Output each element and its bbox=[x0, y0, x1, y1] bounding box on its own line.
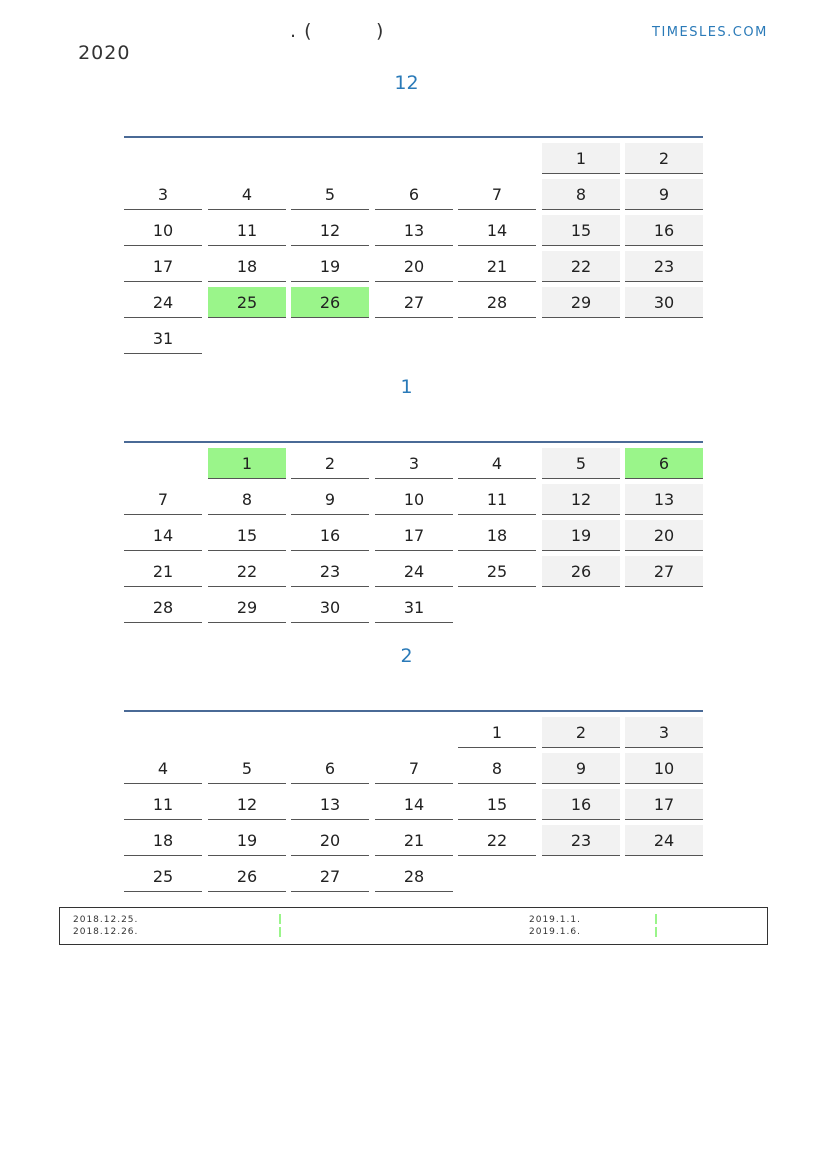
day-cell[interactable]: 1 bbox=[458, 717, 536, 748]
day-cell[interactable]: 15 bbox=[208, 520, 286, 551]
day-cell[interactable]: 17 bbox=[375, 520, 453, 551]
legend-date: 2019.1.1. bbox=[529, 915, 581, 925]
day-cell[interactable]: 22 bbox=[208, 556, 286, 587]
day-cell[interactable]: 24 bbox=[625, 825, 703, 856]
day-cell[interactable]: 26 bbox=[208, 861, 286, 892]
day-cell[interactable]: 28 bbox=[458, 287, 536, 318]
day-cell[interactable]: 10 bbox=[375, 484, 453, 515]
day-cell[interactable]: 27 bbox=[625, 556, 703, 587]
day-cell[interactable]: 28 bbox=[124, 592, 202, 623]
day-cell[interactable]: 28 bbox=[375, 861, 453, 892]
day-cell[interactable]: 13 bbox=[291, 789, 369, 820]
header-year: 2020 bbox=[78, 42, 131, 64]
day-cell[interactable]: 7 bbox=[124, 484, 202, 515]
day-cell[interactable]: 25 bbox=[208, 287, 286, 318]
day-cell[interactable]: 25 bbox=[458, 556, 536, 587]
day-cell[interactable]: 6 bbox=[375, 179, 453, 210]
day-cell[interactable]: 17 bbox=[124, 251, 202, 282]
day-cell[interactable]: 13 bbox=[375, 215, 453, 246]
day-cell[interactable]: 24 bbox=[375, 556, 453, 587]
month-title-february: 2 bbox=[400, 645, 413, 667]
day-cell[interactable]: 5 bbox=[542, 448, 620, 479]
day-cell[interactable]: 27 bbox=[375, 287, 453, 318]
day-cell[interactable]: 31 bbox=[375, 592, 453, 623]
month-title-january: 1 bbox=[400, 376, 413, 398]
day-cell[interactable]: 13 bbox=[625, 484, 703, 515]
day-cell[interactable]: 14 bbox=[375, 789, 453, 820]
day-cell[interactable]: 22 bbox=[542, 251, 620, 282]
site-logo[interactable]: TIMESLES.COM bbox=[652, 25, 768, 40]
legend-holiday-marker bbox=[279, 927, 281, 937]
day-cell[interactable]: 15 bbox=[458, 789, 536, 820]
legend-holiday-marker bbox=[279, 914, 281, 924]
month-title-december: 12 bbox=[394, 72, 419, 94]
day-cell[interactable]: 11 bbox=[124, 789, 202, 820]
day-cell[interactable]: 18 bbox=[124, 825, 202, 856]
day-cell[interactable]: 19 bbox=[208, 825, 286, 856]
day-cell[interactable]: 4 bbox=[458, 448, 536, 479]
day-cell[interactable]: 20 bbox=[375, 251, 453, 282]
day-cell[interactable]: 9 bbox=[291, 484, 369, 515]
day-cell[interactable]: 9 bbox=[542, 753, 620, 784]
legend-date: 2018.12.25. bbox=[73, 915, 139, 925]
day-cell[interactable]: 15 bbox=[542, 215, 620, 246]
day-cell[interactable]: 4 bbox=[208, 179, 286, 210]
day-cell[interactable]: 4 bbox=[124, 753, 202, 784]
day-cell[interactable]: 12 bbox=[291, 215, 369, 246]
day-cell[interactable]: 9 bbox=[625, 179, 703, 210]
day-cell[interactable]: 12 bbox=[542, 484, 620, 515]
day-cell[interactable]: 19 bbox=[542, 520, 620, 551]
day-cell[interactable]: 5 bbox=[208, 753, 286, 784]
day-cell[interactable]: 30 bbox=[625, 287, 703, 318]
day-cell[interactable]: 8 bbox=[208, 484, 286, 515]
day-cell[interactable]: 23 bbox=[291, 556, 369, 587]
day-cell[interactable]: 10 bbox=[124, 215, 202, 246]
day-cell[interactable]: 1 bbox=[208, 448, 286, 479]
day-cell[interactable]: 29 bbox=[542, 287, 620, 318]
day-cell[interactable]: 22 bbox=[458, 825, 536, 856]
day-cell[interactable]: 23 bbox=[625, 251, 703, 282]
day-cell[interactable]: 21 bbox=[458, 251, 536, 282]
day-cell[interactable]: 11 bbox=[208, 215, 286, 246]
day-cell[interactable]: 10 bbox=[625, 753, 703, 784]
day-cell[interactable]: 16 bbox=[542, 789, 620, 820]
day-cell[interactable]: 11 bbox=[458, 484, 536, 515]
day-cell[interactable]: 3 bbox=[375, 448, 453, 479]
day-cell[interactable]: 16 bbox=[625, 215, 703, 246]
day-cell[interactable]: 5 bbox=[291, 179, 369, 210]
day-cell[interactable]: 2 bbox=[542, 717, 620, 748]
day-cell[interactable]: 26 bbox=[542, 556, 620, 587]
day-cell[interactable]: 1 bbox=[542, 143, 620, 174]
day-cell[interactable]: 18 bbox=[458, 520, 536, 551]
calendar-top-rule bbox=[124, 441, 703, 443]
day-cell[interactable]: 31 bbox=[124, 323, 202, 354]
day-cell[interactable]: 7 bbox=[375, 753, 453, 784]
header-year-block bbox=[64, 20, 385, 108]
day-cell[interactable]: 12 bbox=[208, 789, 286, 820]
day-cell[interactable]: 8 bbox=[458, 753, 536, 784]
day-cell[interactable]: 3 bbox=[124, 179, 202, 210]
day-cell[interactable]: 7 bbox=[458, 179, 536, 210]
day-cell[interactable]: 25 bbox=[124, 861, 202, 892]
calendar-top-rule bbox=[124, 710, 703, 712]
day-cell[interactable]: 20 bbox=[625, 520, 703, 551]
day-cell[interactable]: 6 bbox=[625, 448, 703, 479]
legend-date: 2019.1.6. bbox=[529, 927, 581, 937]
day-cell[interactable]: 2 bbox=[625, 143, 703, 174]
day-cell[interactable]: 19 bbox=[291, 251, 369, 282]
day-cell[interactable]: 26 bbox=[291, 287, 369, 318]
day-cell[interactable]: 2 bbox=[291, 448, 369, 479]
day-cell[interactable]: 21 bbox=[124, 556, 202, 587]
day-cell[interactable]: 18 bbox=[208, 251, 286, 282]
legend-holiday-marker bbox=[655, 914, 657, 924]
day-cell[interactable]: 24 bbox=[124, 287, 202, 318]
day-cell[interactable]: 14 bbox=[124, 520, 202, 551]
day-cell[interactable]: 20 bbox=[291, 825, 369, 856]
header-open-paren: . ( bbox=[290, 20, 313, 42]
day-cell[interactable]: 23 bbox=[542, 825, 620, 856]
day-cell[interactable]: 29 bbox=[208, 592, 286, 623]
day-cell[interactable]: 6 bbox=[291, 753, 369, 784]
day-cell[interactable]: 8 bbox=[542, 179, 620, 210]
day-cell[interactable]: 17 bbox=[625, 789, 703, 820]
day-cell[interactable]: 16 bbox=[291, 520, 369, 551]
legend-date: 2018.12.26. bbox=[73, 927, 139, 937]
holiday-legend bbox=[59, 907, 768, 945]
day-cell[interactable]: 14 bbox=[458, 215, 536, 246]
day-cell[interactable]: 30 bbox=[291, 592, 369, 623]
day-cell[interactable]: 3 bbox=[625, 717, 703, 748]
header-close-paren: ) bbox=[376, 20, 385, 42]
calendar-top-rule bbox=[124, 136, 703, 138]
day-cell[interactable]: 27 bbox=[291, 861, 369, 892]
legend-holiday-marker bbox=[655, 927, 657, 937]
day-cell[interactable]: 21 bbox=[375, 825, 453, 856]
